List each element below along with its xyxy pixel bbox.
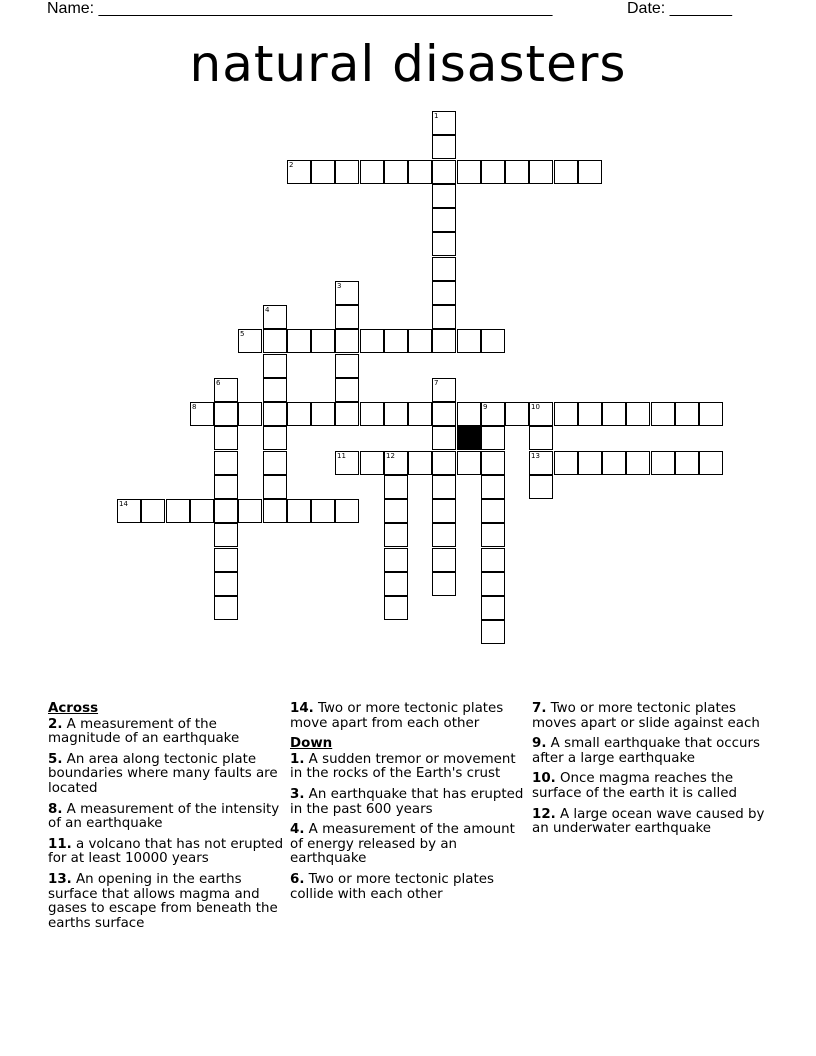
crossword-cell[interactable]	[432, 135, 456, 159]
crossword-cell[interactable]	[554, 451, 578, 475]
clue-text: Two or more tectonic plates collide with each other	[290, 871, 494, 902]
page-title: natural disasters	[189, 35, 627, 93]
crossword-cell[interactable]	[287, 329, 311, 353]
clue-down-7	[532, 702, 768, 731]
clue-number: 6.	[290, 871, 305, 887]
crossword-cell[interactable]	[432, 281, 456, 305]
crossword-cell[interactable]	[335, 305, 359, 329]
crossword-cell[interactable]	[457, 451, 481, 475]
crossword-cell[interactable]	[626, 451, 650, 475]
clue-text: A large ocean wave caused by an underwater earthquake	[532, 806, 765, 837]
crossword-cell[interactable]	[384, 548, 408, 572]
crossword-cell[interactable]	[335, 499, 359, 523]
crossword-cell[interactable]	[432, 402, 456, 426]
crossword-cell[interactable]	[675, 402, 699, 426]
cell-number: 13	[531, 452, 540, 460]
across-heading: Across	[48, 701, 99, 716]
crossword-cell[interactable]	[263, 402, 287, 426]
cell-number: 3	[337, 282, 342, 290]
crossword-cell[interactable]	[457, 402, 481, 426]
clue-text: An opening in the earths surface that allows magma and gases to escape from beneath the earths surface	[48, 871, 278, 931]
crossword-cell[interactable]	[263, 475, 287, 499]
clue-text: An area along tectonic plate boundaries where many faults are located	[48, 751, 278, 796]
clue-number: 5.	[48, 751, 63, 767]
crossword-cell[interactable]	[408, 402, 432, 426]
crossword-cell[interactable]	[335, 354, 359, 378]
crossword-cell[interactable]	[481, 523, 505, 547]
crossword-cell[interactable]	[481, 620, 505, 644]
crossword-cell[interactable]	[214, 426, 238, 450]
clue-across-2	[48, 718, 284, 747]
crossword-cell[interactable]	[360, 329, 384, 353]
cell-number: 8	[192, 403, 197, 411]
crossword-cell[interactable]	[238, 499, 262, 523]
crossword-cell[interactable]	[432, 329, 456, 353]
clue-down-10	[532, 772, 768, 801]
crossword-cell[interactable]	[432, 523, 456, 547]
clue-down-4	[290, 823, 526, 867]
clue-text: A measurement of the intensity of an earthquake	[48, 801, 280, 832]
clue-down-6	[290, 873, 526, 902]
name-field-label: Name: ___________________________________________________	[47, 0, 553, 17]
cell-number: 1	[434, 112, 439, 120]
crossword-cell[interactable]	[408, 160, 432, 184]
clues-column-3	[532, 702, 768, 843]
clue-number: 4.	[290, 822, 305, 838]
clue-number: 13.	[48, 871, 72, 887]
crossword-cell[interactable]	[626, 402, 650, 426]
crossword-cell[interactable]	[263, 378, 287, 402]
crossword-cell[interactable]	[602, 402, 626, 426]
crossword-cell[interactable]	[384, 596, 408, 620]
crossword-cell[interactable]	[432, 208, 456, 232]
crossword-cell[interactable]	[263, 451, 287, 475]
crossword-cell[interactable]	[432, 572, 456, 596]
clue-number: 2.	[48, 716, 63, 732]
crossword-cell[interactable]	[214, 402, 238, 426]
crossword-cell[interactable]	[384, 572, 408, 596]
crossword-cell[interactable]	[311, 329, 335, 353]
crossword-cell[interactable]	[529, 426, 553, 450]
crossword-cell[interactable]	[481, 160, 505, 184]
crossword-cell[interactable]	[432, 451, 456, 475]
crossword-cell[interactable]	[432, 232, 456, 256]
crossword-cell[interactable]	[699, 451, 723, 475]
crossword-cell[interactable]	[287, 402, 311, 426]
crossword-cell[interactable]	[214, 596, 238, 620]
crossword-cell[interactable]	[578, 402, 602, 426]
clue-across-14	[290, 702, 526, 731]
crossword-cell[interactable]	[481, 329, 505, 353]
crossword-cell[interactable]	[432, 499, 456, 523]
crossword-cell[interactable]	[214, 475, 238, 499]
crossword-cell[interactable]	[529, 475, 553, 499]
clue-across-5	[48, 753, 284, 797]
clue-text: A measurement of the amount of energy released by an earthquake	[290, 822, 515, 867]
cell-number: 6	[216, 379, 221, 387]
clue-text: Two or more tectonic plates move apart from each other	[290, 701, 504, 731]
clue-text: Once magma reaches the surface of the earth it is called	[532, 771, 738, 801]
clue-number: 10.	[532, 771, 556, 787]
crossword-cell[interactable]	[384, 329, 408, 353]
cell-number: 9	[483, 403, 488, 411]
clue-text: a volcano that has not erupted for at least 10000 years	[48, 836, 284, 867]
crossword-cell[interactable]	[214, 499, 238, 523]
clue-text: Two or more tectonic plates moves apart or slide against each	[532, 701, 760, 731]
crossword-cell[interactable]	[505, 160, 529, 184]
crossword-cell[interactable]	[263, 354, 287, 378]
crossword-cell[interactable]	[166, 499, 190, 523]
crossword-cell[interactable]	[238, 402, 262, 426]
clue-down-9	[532, 737, 768, 766]
clue-text: An earthquake that has erupted in the past 600 years	[290, 786, 524, 817]
crossword-cell[interactable]	[432, 475, 456, 499]
crossword-cell[interactable]	[141, 499, 165, 523]
crossword-cell[interactable]	[457, 160, 481, 184]
clues-column-2	[290, 702, 526, 908]
crossword-cell[interactable]	[384, 475, 408, 499]
crossword-cell[interactable]	[384, 160, 408, 184]
crossword-cell[interactable]	[311, 160, 335, 184]
crossword-cell[interactable]	[335, 160, 359, 184]
crossword-cell[interactable]	[481, 572, 505, 596]
clue-number: 14.	[290, 701, 314, 716]
crossword-cell[interactable]	[360, 402, 384, 426]
crossword-cell[interactable]	[651, 402, 675, 426]
clue-across-11	[48, 838, 284, 867]
crossword-cell[interactable]	[578, 451, 602, 475]
crossword-cell[interactable]	[360, 160, 384, 184]
crossword-cell[interactable]	[214, 548, 238, 572]
crossword-cell[interactable]	[214, 572, 238, 596]
crossword-cell[interactable]	[554, 160, 578, 184]
clue-down-3	[290, 788, 526, 817]
cell-number: 2	[289, 161, 294, 169]
cell-number: 7	[434, 379, 439, 387]
crossword-cell[interactable]	[408, 451, 432, 475]
crossword-cell[interactable]	[432, 426, 456, 450]
clue-number: 1.	[290, 751, 305, 767]
clue-number: 11.	[48, 836, 72, 852]
crossword-cell[interactable]	[457, 329, 481, 353]
crossword-cell[interactable]	[481, 451, 505, 475]
crossword-cell[interactable]	[214, 523, 238, 547]
crossword-cell[interactable]	[263, 329, 287, 353]
clues-column-1	[48, 702, 284, 937]
clue-number: 9.	[532, 736, 547, 752]
crossword-cell[interactable]	[335, 329, 359, 353]
cell-number: 12	[386, 452, 395, 460]
clue-down-1	[290, 753, 526, 782]
crossword-cell[interactable]	[287, 499, 311, 523]
cell-number: 5	[240, 330, 245, 338]
crossword-cell[interactable]	[675, 451, 699, 475]
crossword-cell[interactable]	[214, 451, 238, 475]
crossword-cell[interactable]	[432, 305, 456, 329]
crossword-cell[interactable]	[481, 475, 505, 499]
crossword-cell[interactable]	[578, 160, 602, 184]
clue-text: A small earthquake that occurs after a large earthquake	[532, 736, 760, 766]
crossword-cell[interactable]	[481, 426, 505, 450]
crossword-cell[interactable]	[335, 402, 359, 426]
crossword-cell[interactable]	[432, 184, 456, 208]
crossword-cell[interactable]	[481, 499, 505, 523]
clue-number: 3.	[290, 786, 305, 802]
crossword-cell[interactable]	[432, 548, 456, 572]
crossword-cell[interactable]	[360, 451, 384, 475]
clue-across-13	[48, 873, 284, 931]
crossword-cell[interactable]	[408, 329, 432, 353]
crossword-cell[interactable]	[529, 160, 553, 184]
crossword-cell[interactable]	[335, 378, 359, 402]
crossword-cell[interactable]	[311, 402, 335, 426]
clue-number: 8.	[48, 801, 63, 817]
crossword-cell[interactable]	[554, 402, 578, 426]
cell-number: 14	[119, 500, 128, 508]
crossword-cell[interactable]	[699, 402, 723, 426]
crossword-cell[interactable]	[602, 451, 626, 475]
clue-text: A measurement of the magnitude of an earthquake	[48, 716, 240, 747]
crossword-cell[interactable]	[505, 402, 529, 426]
crossword-black-cell	[457, 426, 481, 450]
crossword-cell[interactable]	[651, 451, 675, 475]
crossword-cell[interactable]	[481, 596, 505, 620]
crossword-cell[interactable]	[384, 402, 408, 426]
crossword-cell[interactable]	[481, 548, 505, 572]
clue-down-12	[532, 808, 768, 837]
down-heading: Down	[290, 736, 333, 752]
clue-number: 12.	[532, 806, 556, 822]
cell-number: 4	[265, 306, 270, 314]
clue-number: 7.	[532, 701, 547, 716]
clue-across-8	[48, 803, 284, 832]
crossword-cell[interactable]	[384, 499, 408, 523]
cell-number: 11	[337, 452, 346, 460]
crossword-cell[interactable]	[263, 499, 287, 523]
clue-text: A sudden tremor or movement in the rocks of the Earth's crust	[290, 751, 516, 782]
crossword-cell[interactable]	[384, 523, 408, 547]
crossword-cell[interactable]	[432, 257, 456, 281]
date-field-label: Date: _______	[627, 0, 732, 17]
cell-number: 10	[531, 403, 540, 411]
crossword-cell[interactable]	[263, 426, 287, 450]
crossword-cell[interactable]	[311, 499, 335, 523]
crossword-cell[interactable]	[190, 499, 214, 523]
crossword-cell[interactable]	[432, 160, 456, 184]
